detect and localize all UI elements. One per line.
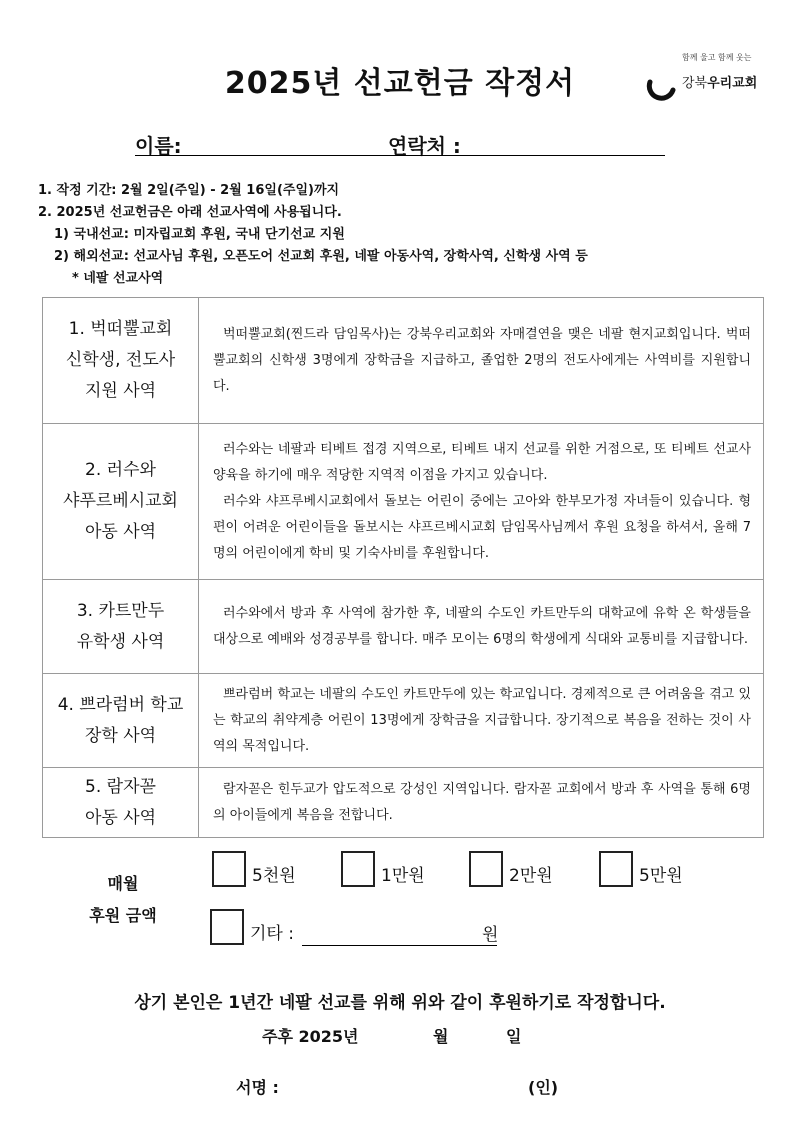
mission-description: 벅떠뿔교회(찐드라 담임목사)는 강북우리교회와 자매결연을 맺은 네팔 현지교회입니다. 벅떠뿔교회의 신학생 3명에게 장학금을 지급하고, 졸업한 2명의 전도사에게는 사역비를 지원합니다.	[199, 298, 764, 424]
table-row	[43, 424, 764, 580]
mission-description: 쁘라럼버 학교는 네팔의 수도인 카트만두에 있는 학교입니다. 경제적으로 큰 어려움을 겪고 있는 학교의 취약계층 어린이 13명에게 장학금을 지급합니다. 장기적으로 복음을 전하는 것이 사역의 목적입니다.	[199, 674, 764, 768]
amount-checkbox[interactable]	[212, 851, 246, 887]
mission-title: 2. 러수와 샤푸르베시교회 아동 사역	[43, 424, 199, 580]
amount-checkbox[interactable]	[469, 851, 503, 887]
seal-mark: (인)	[528, 1078, 559, 1097]
mission-description: 러수와에서 방과 후 사역에 참가한 후, 네팔의 수도인 카트만두의 대학교에 유학 온 학생들을 대상으로 예배와 성경공부를 합니다. 매주 모이는 6명의 학생에게 식대와 교통비를 지급합니다.	[199, 580, 764, 674]
info-list	[38, 180, 588, 290]
logo-arc-icon	[646, 74, 676, 104]
mission-title: 4. 쁘라럼버 학교 장학 사역	[43, 674, 199, 768]
amount-option-label: 2만원	[509, 866, 553, 886]
page-title: 2025년 선교헌금 작정서	[224, 66, 576, 101]
pledge-statement: 상기 본인은 1년간 네팔 선교를 위해 위와 같이 후원하기로 작정합니다.	[134, 993, 666, 1013]
amount-option-label: 5만원	[639, 866, 683, 886]
amount-option-label: 5천원	[252, 866, 296, 886]
mission-title: 5. 람자꼳 아동 사역	[43, 768, 199, 838]
date-month: 월	[433, 1027, 449, 1046]
table-row	[43, 674, 764, 768]
amount-checkbox[interactable]	[341, 851, 375, 887]
mission-title: 1. 벅떠뿔교회 신학생, 전도사 지원 사역	[43, 298, 199, 424]
amount-option-label: 1만원	[381, 866, 425, 886]
info-usage: 2. 2025년 선교헌금은 아래 선교사역에 사용됩니다.	[38, 205, 342, 220]
table-row	[43, 580, 764, 674]
logo-name: 강북우리교회	[682, 76, 758, 91]
info-domestic: 1) 국내선교: 미자립교회 후원, 국내 단기선교 지원	[54, 227, 345, 242]
date-prefix: 주후 2025년	[262, 1027, 359, 1046]
amount-option-label: 기타 :	[250, 924, 294, 944]
name-label: 이름:	[135, 134, 182, 158]
info-overseas: 2) 해외선교: 선교사님 후원, 오픈도어 선교회 후원, 네팔 아동사역, 장학사역, 신학생 사역 등	[54, 249, 588, 264]
contact-label: 연락처 :	[388, 134, 461, 158]
mission-title: 3. 카트만두 유학생 사역	[43, 580, 199, 674]
church-logo	[646, 52, 766, 112]
other-amount-field[interactable]	[302, 945, 497, 946]
logo-tagline: 함께 울고 함께 웃는	[682, 53, 752, 62]
table-row	[43, 768, 764, 838]
signature-label: 서명 :	[236, 1078, 279, 1097]
info-nepal: * 네팔 선교사역	[72, 271, 164, 286]
amount-label: 매월 후원 금액	[89, 874, 157, 925]
date-day: 일	[506, 1027, 522, 1046]
table-row	[43, 298, 764, 424]
other-amount-unit: 원	[482, 925, 499, 945]
mission-description: 러수와는 네팔과 티베트 접경 지역으로, 티베트 내지 선교를 위한 거점으로, 또 티베트 선교사 양육을 하기에 매우 적당한 지역적 이점을 가지고 있습니다. 러수와 샤프루베시교회에서 돌보는 어린이 중에는 고아와 한부모가정 자녀들이 있습니다. 형편이 어려운 어린이들을 돌보시는 샤프르베시교회 담임목사님께서 후원 요청을 하셔서, 올해 7명의 어린이에게 학비 및 기숙사비를 후원합니다.	[199, 424, 764, 580]
name-contact-line[interactable]	[135, 155, 665, 156]
mission-description: 람자꼳은 힌두교가 압도적으로 강성인 지역입니다. 람자꼳 교회에서 방과 후 사역을 통해 6명의 아이들에게 복음을 전합니다.	[199, 768, 764, 838]
amount-checkbox[interactable]	[210, 909, 244, 945]
amount-checkbox[interactable]	[599, 851, 633, 887]
name-contact-row	[0, 128, 800, 158]
mission-table	[42, 297, 764, 838]
info-period: 1. 작정 기간: 2월 2일(주일) - 2월 16일(주일)까지	[38, 183, 340, 198]
